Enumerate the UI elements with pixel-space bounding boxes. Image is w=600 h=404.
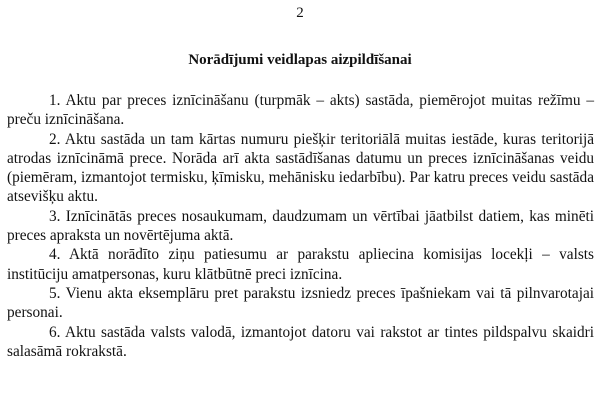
instruction-paragraph-6: 6. Aktu sastāda valsts valodā, izmantojot datoru vai rakstot ar tintes pildspalvu skaidri salasāmā rokrakstā. xyxy=(7,323,594,360)
instruction-paragraph-4: 4. Aktā norādīto ziņu patiesumu ar parakstu apliecina komisijas locekļi – valsts institūciju amatpersonas, kuru klātbūtnē preci iznīcina. xyxy=(7,246,594,283)
document-title: Norādījumi veidlapas aizpildīšanai xyxy=(188,52,412,68)
instruction-paragraph-5: 5. Vienu akta eksemplāru pret parakstu izsniedz preces īpašniekam vai tā pilnvarotajai personai. xyxy=(7,284,594,322)
instruction-paragraph-1: 1. Aktu par preces iznīcināšanu (turpmāk – akts) sastāda, piemērojot muitas režīmu – preču iznīcināšana. xyxy=(7,92,594,129)
instructions-body xyxy=(7,91,594,361)
page-number: 2 xyxy=(296,5,304,21)
instruction-paragraph-3: 3. Iznīcinātās preces nosaukumam, daudzumam un vērtībai jāatbilst datiem, kas minēti preces apraksta un novērtējuma aktā. xyxy=(7,207,594,245)
instruction-paragraph-2: 2. Aktu sastāda un tam kārtas numuru piešķir teritoriālā muitas iestāde, kuras teritorijā atrodas iznīcināmā prece. Norāda arī akta sastādīšanas datumu un preces iznīcināšanas veidu (piemēram, izmantojot termisku, ķīmisku, mehānisku iedarbību). Par katru preces veidu sastāda atsevišķu aktu. xyxy=(7,130,594,206)
